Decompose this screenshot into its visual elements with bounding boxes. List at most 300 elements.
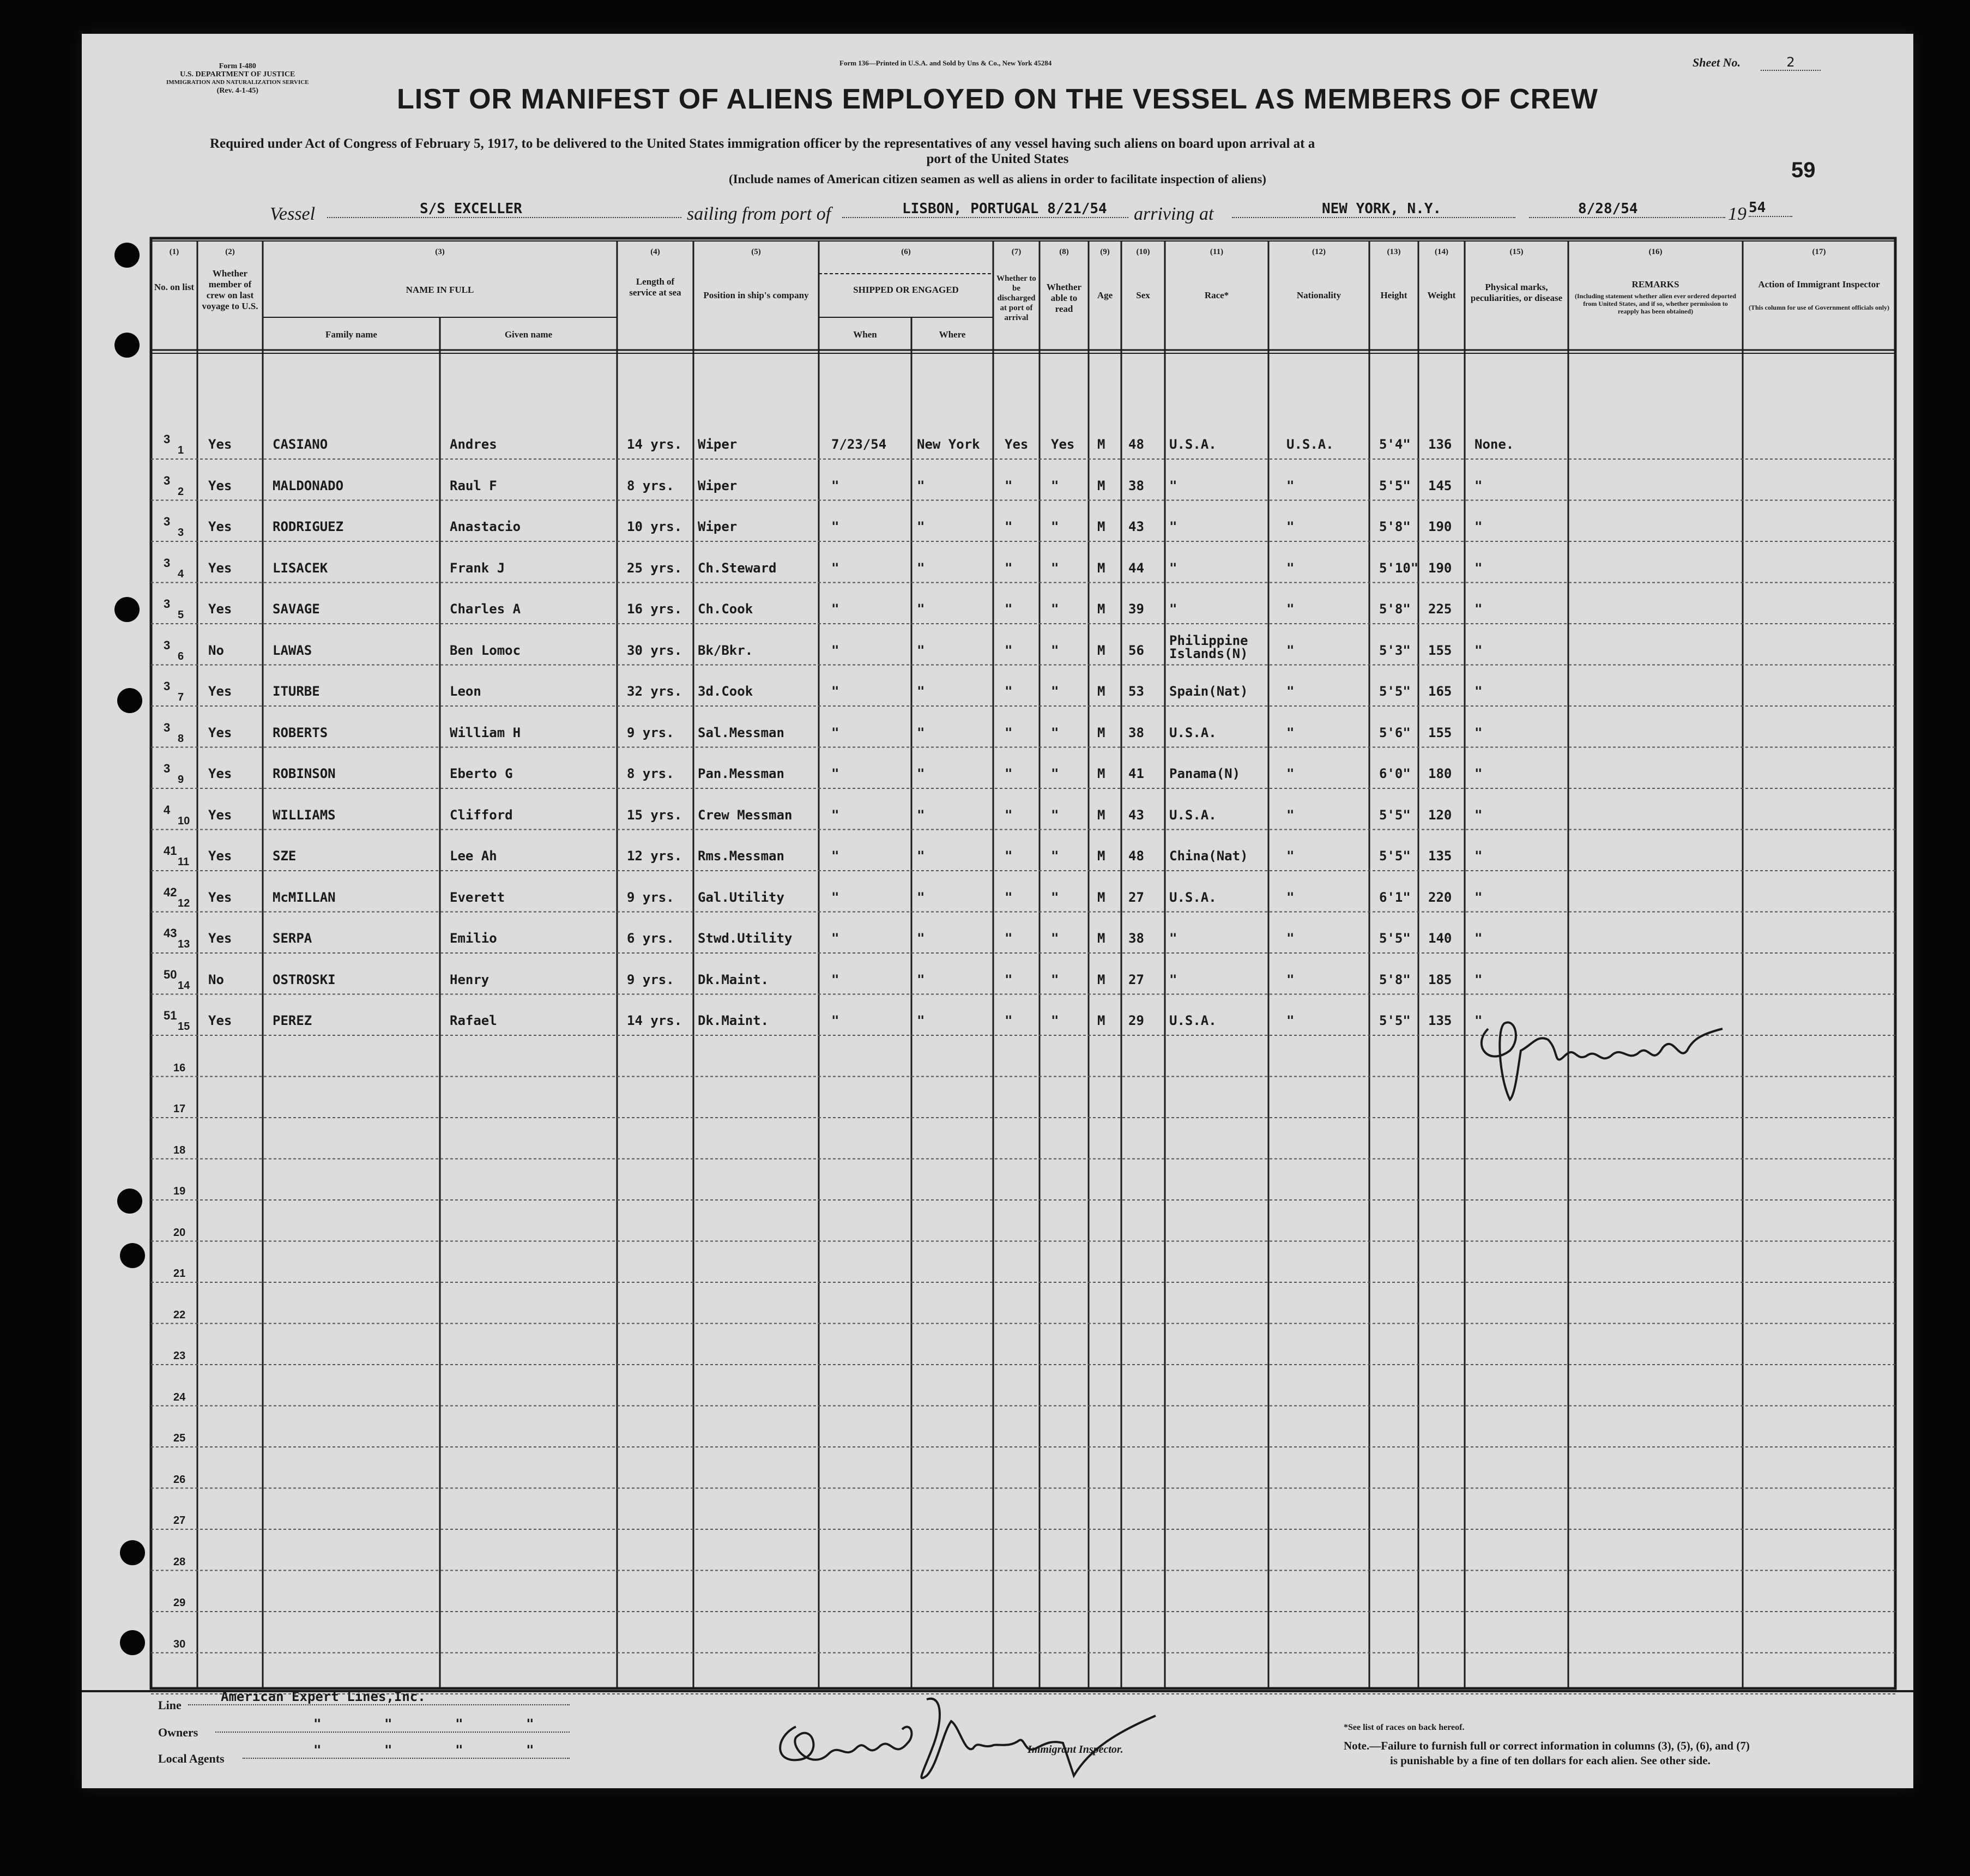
cell-read: " xyxy=(1051,931,1059,946)
cell-crew: Yes xyxy=(208,889,232,905)
cell-marks: " xyxy=(1475,601,1483,617)
cell-height: 5'8" xyxy=(1379,972,1411,987)
cell-race: Panama(N) xyxy=(1169,766,1241,781)
cell-marks: " xyxy=(1475,972,1483,987)
cell-nat: " xyxy=(1286,931,1295,946)
cell-family: SZE xyxy=(273,848,297,864)
cell-family: LAWAS xyxy=(273,642,312,658)
cell-position: Wiper xyxy=(698,519,738,534)
cell-where: " xyxy=(917,519,925,534)
cell-position: Sal.Messman xyxy=(698,725,784,740)
cell-age: 48 xyxy=(1128,437,1144,452)
cell-where: " xyxy=(917,1013,925,1028)
cell-disch: " xyxy=(1005,807,1013,823)
cell-sex: M xyxy=(1097,437,1105,452)
cell-when: " xyxy=(831,684,839,699)
col6-where-header: Where xyxy=(939,329,966,340)
cell-when: " xyxy=(831,766,839,781)
cell-disch: " xyxy=(1005,560,1013,576)
col17-number: (17) xyxy=(1812,248,1826,256)
cell-service: 10 yrs. xyxy=(627,519,682,534)
manifest-sheet xyxy=(82,34,1913,1788)
cell-age: 43 xyxy=(1128,807,1144,823)
cell-position: Gal.Utility xyxy=(698,889,784,905)
cell-service: 14 yrs. xyxy=(627,1013,682,1028)
cell-disch: " xyxy=(1005,519,1013,534)
cell-position: Wiper xyxy=(698,478,738,493)
cell-given: Lee Ah xyxy=(450,848,497,864)
col8-number: (8) xyxy=(1059,248,1069,256)
cell-race: Spain(Nat) xyxy=(1169,684,1248,699)
row-mark: 3 xyxy=(164,515,171,528)
cell-read: " xyxy=(1051,684,1059,699)
cell-nat: " xyxy=(1286,684,1295,699)
cell-sex: M xyxy=(1097,642,1105,658)
row-number: 14 xyxy=(178,979,190,992)
stamp-number: 59 xyxy=(1791,158,1816,182)
col6-number: (6) xyxy=(901,248,911,256)
cell-crew: Yes xyxy=(208,848,232,864)
blank-row-number: 29 xyxy=(173,1597,186,1609)
cell-crew: Yes xyxy=(208,478,232,493)
cell-given: Emilio xyxy=(450,931,497,946)
cell-read: " xyxy=(1051,642,1059,658)
col6-header: SHIPPED OR ENGAGED xyxy=(853,285,959,295)
cell-given: Frank J xyxy=(450,560,505,576)
col5-header: Position in ship's company xyxy=(703,290,809,300)
row-number: 2 xyxy=(178,485,184,498)
cell-disch: " xyxy=(1005,848,1013,864)
cell-age: 41 xyxy=(1128,766,1144,781)
cell-position: Ch.Cook xyxy=(698,601,753,617)
cell-height: 5'5" xyxy=(1379,931,1411,946)
cell-height: 5'5" xyxy=(1379,684,1411,699)
cell-crew: Yes xyxy=(208,560,232,576)
cell-service: 12 yrs. xyxy=(627,848,682,864)
row-number: 4 xyxy=(178,568,184,580)
cell-service: 8 yrs. xyxy=(627,478,674,493)
cell-crew: Yes xyxy=(208,931,232,946)
blank-row-number: 17 xyxy=(173,1103,186,1115)
cell-when: " xyxy=(831,807,839,823)
punch-hole xyxy=(114,333,140,358)
cell-marks: " xyxy=(1475,889,1483,905)
col12-number: (12) xyxy=(1312,248,1326,256)
year-prefix: 19 xyxy=(1728,204,1747,224)
cell-sex: M xyxy=(1097,684,1105,699)
row-number: 11 xyxy=(178,856,190,868)
cell-disch: Yes xyxy=(1005,437,1029,452)
cell-given: Raul F xyxy=(450,478,497,493)
cell-age: 53 xyxy=(1128,684,1144,699)
cell-read: " xyxy=(1051,972,1059,987)
cell-nat: " xyxy=(1286,848,1295,864)
local-agents-label: Local Agents xyxy=(158,1752,225,1765)
cell-family: WILLIAMS xyxy=(273,807,336,823)
cell-crew: Yes xyxy=(208,1013,232,1028)
cell-marks: " xyxy=(1475,931,1483,946)
cell-when: 7/23/54 xyxy=(831,437,887,452)
col4-number: (4) xyxy=(650,248,660,256)
cell-sex: M xyxy=(1097,478,1105,493)
col16-subheader: (Including statement whether alien ever ordered deported from United States, and if so, whether permission to reapply has been obtained) xyxy=(1575,292,1736,315)
cell-marks: " xyxy=(1475,642,1483,658)
cell-nat: " xyxy=(1286,519,1295,534)
cell-height: 5'5" xyxy=(1379,478,1411,493)
cell-given: Andres xyxy=(450,437,497,452)
row-mark: 4 xyxy=(164,803,171,817)
cell-where: " xyxy=(917,601,925,617)
cell-height: 6'1" xyxy=(1379,889,1411,905)
cell-family: ITURBE xyxy=(273,684,320,699)
cell-where: " xyxy=(917,560,925,576)
cell-read: " xyxy=(1051,1013,1059,1028)
cell-where: " xyxy=(917,642,925,658)
col3-given-header: Given name xyxy=(504,329,553,340)
cell-race: Philippine Islands(N) xyxy=(1169,632,1248,661)
row-number: 10 xyxy=(178,815,190,827)
blank-row-number: 27 xyxy=(173,1515,186,1527)
col16-number: (16) xyxy=(1648,248,1663,256)
blank-row-number: 16 xyxy=(173,1061,186,1074)
cell-given: Rafael xyxy=(450,1013,497,1028)
revision: (Rev. 4-1-45) xyxy=(216,87,258,95)
sheet-number: 2 xyxy=(1761,55,1821,71)
cell-weight: 135 xyxy=(1428,848,1452,864)
races-note: *See list of races on back hereof. xyxy=(1344,1723,1465,1732)
cell-crew: Yes xyxy=(208,437,232,452)
row-mark: 3 xyxy=(164,679,171,693)
col9-number: (9) xyxy=(1100,248,1110,256)
cell-when: " xyxy=(831,478,839,493)
row-mark: 51 xyxy=(164,1009,177,1022)
row-mark: 3 xyxy=(164,432,171,446)
cell-height: 5'4" xyxy=(1379,437,1411,452)
col3-header: NAME IN FULL xyxy=(406,285,474,295)
cell-height: 5'5" xyxy=(1379,1013,1411,1028)
cell-weight: 165 xyxy=(1428,684,1452,699)
page-title: LIST OR MANIFEST OF ALIENS EMPLOYED ON THE VESSEL AS MEMBERS OF CREW xyxy=(397,83,1598,115)
col8-header: Whether able to read xyxy=(1046,282,1082,314)
cell-service: 9 yrs. xyxy=(627,889,674,905)
col1-header: No. on list xyxy=(154,282,195,292)
cell-weight: 225 xyxy=(1428,601,1452,617)
cell-height: 5'10" xyxy=(1379,560,1419,576)
col14-number: (14) xyxy=(1435,248,1448,256)
cell-given: Anastacio xyxy=(450,519,521,534)
arrival-date: 8/28/54 xyxy=(1529,201,1725,218)
col10-header: Sex xyxy=(1136,290,1150,300)
cell-where: " xyxy=(917,684,925,699)
cell-weight: 190 xyxy=(1428,519,1452,534)
cell-race: U.S.A. xyxy=(1169,807,1217,823)
col17-subheader: (This column for use of Government officials only) xyxy=(1748,304,1890,311)
cell-age: 43 xyxy=(1128,519,1144,534)
col14-header: Weight xyxy=(1427,290,1456,300)
col10-number: (10) xyxy=(1136,248,1150,256)
col17-header: Action of Immigrant Inspector xyxy=(1758,279,1880,289)
cell-sex: M xyxy=(1097,725,1105,740)
cell-when: " xyxy=(831,519,839,534)
cell-position: Rms.Messman xyxy=(698,848,784,864)
cell-position: Dk.Maint. xyxy=(698,972,769,987)
cell-family: LISACEK xyxy=(273,560,328,576)
cell-sex: M xyxy=(1097,807,1105,823)
cell-service: 15 yrs. xyxy=(627,807,682,823)
cell-crew: No xyxy=(208,642,224,658)
line-value: American Expert Lines,Inc. xyxy=(188,1689,570,1705)
cell-sex: M xyxy=(1097,1013,1105,1028)
blank-row-number: 21 xyxy=(173,1268,186,1280)
cell-height: 5'3" xyxy=(1379,642,1411,658)
cell-weight: 136 xyxy=(1428,437,1452,452)
cell-position: Ch.Steward xyxy=(698,560,777,576)
punch-hole xyxy=(120,1630,145,1655)
cell-position: Stwd.Utility xyxy=(698,931,793,946)
row-mark: 3 xyxy=(164,720,171,734)
cell-sex: M xyxy=(1097,601,1105,617)
col11-number: (11) xyxy=(1210,248,1224,256)
cell-where: " xyxy=(917,478,925,493)
col15-number: (15) xyxy=(1509,248,1524,256)
owners-value: " " " " xyxy=(215,1716,570,1733)
handwritten-signature xyxy=(1466,985,1728,1111)
cell-race: U.S.A. xyxy=(1169,437,1217,452)
cell-disch: " xyxy=(1005,766,1013,781)
departure-port: LISBON, PORTUGAL 8/21/54 xyxy=(842,201,1128,218)
cell-disch: " xyxy=(1005,1013,1013,1028)
cell-sex: M xyxy=(1097,931,1105,946)
cell-given: Eberto G xyxy=(450,766,513,781)
row-number: 8 xyxy=(178,732,184,745)
subtitle-include: (Include names of American citizen seamen as well as aliens in order to facilitate inspection of aliens) xyxy=(729,172,1266,186)
cell-marks: " xyxy=(1475,478,1483,493)
cell-position: 3d.Cook xyxy=(698,684,753,699)
cell-where: " xyxy=(917,766,925,781)
cell-nat: " xyxy=(1286,478,1295,493)
cell-where: " xyxy=(917,889,925,905)
punch-hole xyxy=(114,243,140,268)
col13-header: Height xyxy=(1380,290,1407,300)
cell-race: China(Nat) xyxy=(1169,848,1248,864)
cell-read: " xyxy=(1051,601,1059,617)
vessel-label: Vessel xyxy=(270,204,316,224)
cell-crew: Yes xyxy=(208,725,232,740)
cell-age: 29 xyxy=(1128,1013,1144,1028)
cell-nat: " xyxy=(1286,601,1295,617)
cell-where: " xyxy=(917,931,925,946)
cell-disch: " xyxy=(1005,889,1013,905)
cell-where: " xyxy=(917,807,925,823)
cell-age: 27 xyxy=(1128,889,1144,905)
cell-height: 5'5" xyxy=(1379,807,1411,823)
cell-when: " xyxy=(831,931,839,946)
cell-weight: 190 xyxy=(1428,560,1452,576)
cell-service: 8 yrs. xyxy=(627,766,674,781)
cell-family: PEREZ xyxy=(273,1013,312,1028)
cell-height: 5'8" xyxy=(1379,601,1411,617)
cell-given: Ben Lomoc xyxy=(450,642,521,658)
cell-disch: " xyxy=(1005,931,1013,946)
cell-marks: " xyxy=(1475,848,1483,864)
penalty-note-cont: is punishable by a fine of ten dollars for each alien. See other side. xyxy=(1390,1754,1711,1767)
cell-age: 38 xyxy=(1128,478,1144,493)
cell-where: " xyxy=(917,725,925,740)
cell-service: 25 yrs. xyxy=(627,560,682,576)
year-suffix: 54 xyxy=(1749,200,1792,217)
col1-number: (1) xyxy=(169,248,179,256)
cell-nat: " xyxy=(1286,725,1295,740)
cell-nat: " xyxy=(1286,972,1295,987)
cell-position: Pan.Messman xyxy=(698,766,784,781)
row-number: 9 xyxy=(178,774,184,786)
col15-header: Physical marks, peculiarities, or disease xyxy=(1470,282,1563,303)
cell-nat: " xyxy=(1286,1013,1295,1028)
cell-position: Crew Messman xyxy=(698,807,793,823)
cell-sex: M xyxy=(1097,848,1105,864)
cell-given: Leon xyxy=(450,684,481,699)
cell-disch: " xyxy=(1005,725,1013,740)
row-mark: 3 xyxy=(164,597,171,611)
cell-family: SAVAGE xyxy=(273,601,320,617)
cell-service: 14 yrs. xyxy=(627,437,682,452)
cell-crew: Yes xyxy=(208,684,232,699)
punch-hole xyxy=(114,597,140,622)
cell-height: 5'8" xyxy=(1379,519,1411,534)
col12-header: Nationality xyxy=(1296,290,1341,300)
cell-nat: U.S.A. xyxy=(1286,437,1334,452)
cell-marks: " xyxy=(1475,725,1483,740)
cell-when: " xyxy=(831,1013,839,1028)
subtitle-requirement: Required under Act of Congress of February 5, 1917, to be delivered to the United States immigration officer by the representatives of any vessel having such aliens on board upon arrival at a xyxy=(210,136,1315,151)
col16-header: REMARKS xyxy=(1631,279,1679,289)
cell-service: 30 yrs. xyxy=(627,642,682,658)
cell-disch: " xyxy=(1005,601,1013,617)
cell-age: 38 xyxy=(1128,725,1144,740)
cell-service: 6 yrs. xyxy=(627,931,674,946)
cell-weight: 120 xyxy=(1428,807,1452,823)
cell-marks: " xyxy=(1475,560,1483,576)
blank-row-number: 26 xyxy=(173,1473,186,1486)
cell-read: " xyxy=(1051,807,1059,823)
cell-sex: M xyxy=(1097,560,1105,576)
cell-race: U.S.A. xyxy=(1169,889,1217,905)
cell-age: 44 xyxy=(1128,560,1144,576)
arrival-port: NEW YORK, N.Y. xyxy=(1232,201,1515,218)
cell-height: 5'5" xyxy=(1379,848,1411,864)
cell-marks: " xyxy=(1475,766,1483,781)
owners-label: Owners xyxy=(158,1726,198,1739)
cell-when: " xyxy=(831,642,839,658)
cell-when: " xyxy=(831,889,839,905)
cell-position: Wiper xyxy=(698,437,738,452)
cell-nat: " xyxy=(1286,560,1295,576)
cell-age: 38 xyxy=(1128,931,1144,946)
cell-read: " xyxy=(1051,560,1059,576)
row-mark: 50 xyxy=(164,967,177,981)
cell-when: " xyxy=(831,560,839,576)
cell-when: " xyxy=(831,972,839,987)
cell-position: Bk/Bkr. xyxy=(698,642,753,658)
blank-row-number: 30 xyxy=(173,1638,186,1650)
row-mark: 3 xyxy=(164,638,171,652)
cell-read: " xyxy=(1051,725,1059,740)
subtitle-port: port of the United States xyxy=(926,152,1069,166)
cell-service: 32 yrs. xyxy=(627,684,682,699)
cell-crew: Yes xyxy=(208,601,232,617)
row-mark: 3 xyxy=(164,556,171,570)
cell-nat: " xyxy=(1286,889,1295,905)
cell-when: " xyxy=(831,601,839,617)
cell-service: 9 yrs. xyxy=(627,725,674,740)
row-number: 5 xyxy=(178,609,184,621)
punch-hole xyxy=(117,688,142,713)
row-mark: 3 xyxy=(164,473,171,487)
cell-given: William H xyxy=(450,725,521,740)
cell-height: 5'6" xyxy=(1379,725,1411,740)
cell-nat: " xyxy=(1286,766,1295,781)
cell-weight: 145 xyxy=(1428,478,1452,493)
cell-marks: None. xyxy=(1475,437,1514,452)
cell-service: 9 yrs. xyxy=(627,972,674,987)
cell-marks: " xyxy=(1475,519,1483,534)
col2-number: (2) xyxy=(225,248,235,256)
cell-disch: " xyxy=(1005,972,1013,987)
cell-race: " xyxy=(1169,972,1177,987)
cell-read: " xyxy=(1051,766,1059,781)
cell-race: " xyxy=(1169,519,1177,534)
cell-family: CASIANO xyxy=(273,437,328,452)
col3-family-header: Family name xyxy=(325,329,377,340)
cell-age: 48 xyxy=(1128,848,1144,864)
cell-weight: 185 xyxy=(1428,972,1452,987)
inspector-label: Immigrant Inspector. xyxy=(1028,1744,1123,1756)
cell-height: 6'0" xyxy=(1379,766,1411,781)
row-mark: 42 xyxy=(164,885,177,899)
cell-race: " xyxy=(1169,478,1177,493)
cell-weight: 140 xyxy=(1428,931,1452,946)
col11-header: Race* xyxy=(1204,290,1229,300)
form-number: Form I-480 xyxy=(219,62,256,70)
inspector-signature xyxy=(763,1688,1188,1792)
cell-race: " xyxy=(1169,931,1177,946)
cell-weight: 220 xyxy=(1428,889,1452,905)
cell-age: 56 xyxy=(1128,642,1144,658)
cell-given: Henry xyxy=(450,972,490,987)
punch-hole xyxy=(117,1189,142,1214)
row-mark: 41 xyxy=(164,844,177,858)
cell-read: " xyxy=(1051,478,1059,493)
cell-sex: M xyxy=(1097,766,1105,781)
cell-crew: Yes xyxy=(208,766,232,781)
sailing-label: sailing from port of xyxy=(687,204,831,224)
cell-weight: 180 xyxy=(1428,766,1452,781)
cell-read: " xyxy=(1051,848,1059,864)
cell-marks: " xyxy=(1475,684,1483,699)
cell-family: SERPA xyxy=(273,931,312,946)
cell-race: U.S.A. xyxy=(1169,725,1217,740)
cell-when: " xyxy=(831,725,839,740)
blank-row-number: 18 xyxy=(173,1144,186,1156)
cell-disch: " xyxy=(1005,478,1013,493)
cell-read: Yes xyxy=(1051,437,1075,452)
department: U.S. DEPARTMENT OF JUSTICE xyxy=(180,70,295,79)
cell-read: " xyxy=(1051,889,1059,905)
cell-race: " xyxy=(1169,601,1177,617)
cell-nat: " xyxy=(1286,642,1295,658)
service-name: IMMIGRATION AND NATURALIZATION SERVICE xyxy=(166,79,309,86)
blank-row-number: 25 xyxy=(173,1432,186,1444)
